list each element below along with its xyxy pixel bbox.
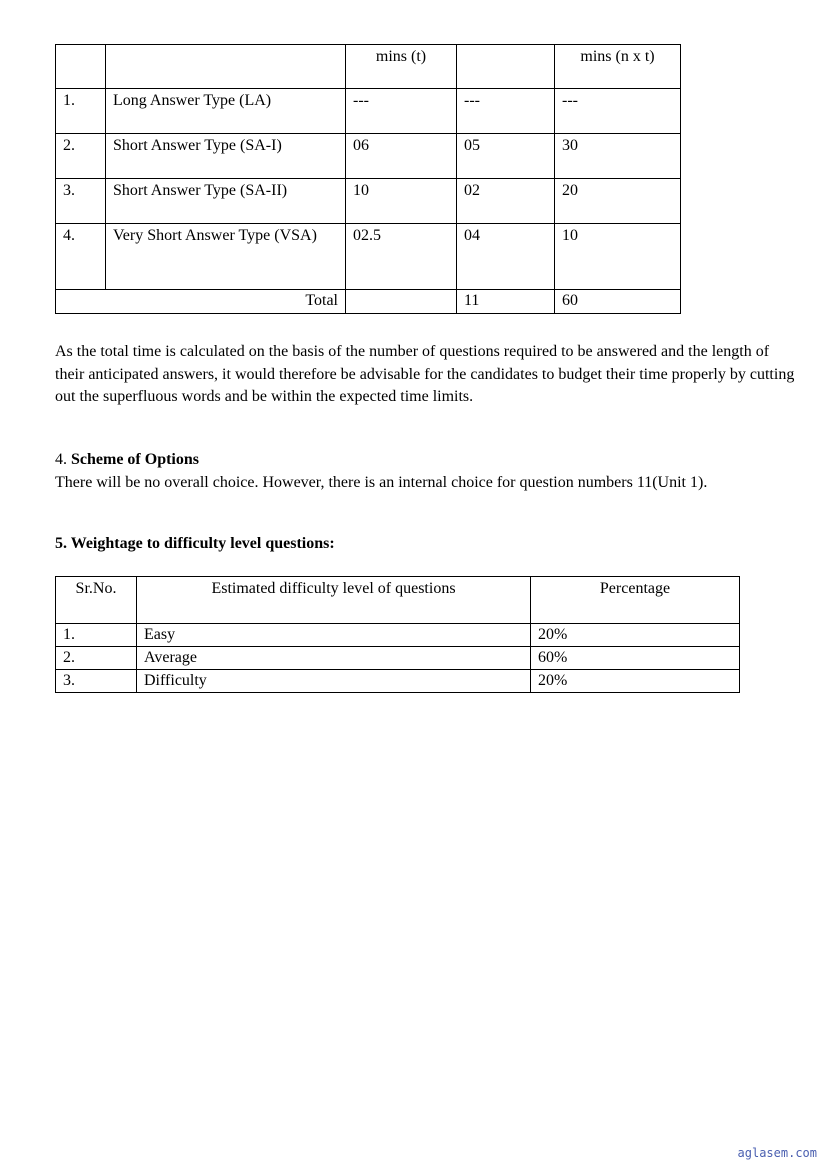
site-watermark: aglasem.com: [737, 1146, 817, 1160]
level-cell: Difficulty: [137, 670, 531, 693]
header-cell: Sr.No.: [56, 577, 137, 624]
table-row: [56, 134, 681, 179]
sno-cell: 4.: [56, 224, 106, 290]
total-marks-cell: 60: [555, 290, 681, 314]
section-text: There will be no overall choice. However, there is an internal choice for question numbers 11(Unit 1).: [55, 473, 708, 491]
section-number: 4.: [55, 451, 67, 468]
type-cell: Short Answer Type (SA-II): [106, 179, 346, 224]
num-cell: 02: [457, 179, 555, 224]
total-cell: ---: [555, 89, 681, 134]
table-header-row: [56, 45, 681, 89]
sno-cell: 2.: [56, 134, 106, 179]
mins-cell: 10: [346, 179, 457, 224]
marks-distribution-table: [55, 44, 681, 314]
num-cell: 04: [457, 224, 555, 290]
header-cell: [106, 45, 346, 89]
total-cell: 20: [555, 179, 681, 224]
sno-cell: 1.: [56, 624, 137, 647]
type-cell: Long Answer Type (LA): [106, 89, 346, 134]
weightage-heading: 5. Weightage to difficulty level questions:: [55, 535, 335, 552]
table-row: [56, 89, 681, 134]
num-cell: ---: [457, 89, 555, 134]
mins-cell: ---: [346, 89, 457, 134]
header-cell: mins (n x t): [555, 45, 681, 89]
type-cell: Very Short Answer Type (VSA): [106, 224, 346, 290]
level-cell: Average: [137, 647, 531, 670]
type-cell: Short Answer Type (SA-I): [106, 134, 346, 179]
num-cell: 05: [457, 134, 555, 179]
percentage-cell: 20%: [531, 624, 740, 647]
header-cell: [56, 45, 106, 89]
table-row: [56, 624, 740, 647]
table-row: [56, 670, 740, 693]
total-label: Total: [56, 290, 346, 314]
total-cell: 10: [555, 224, 681, 290]
total-num-cell: 11: [457, 290, 555, 314]
total-cell: 30: [555, 134, 681, 179]
table-row: [56, 647, 740, 670]
time-budget-paragraph: As the total time is calculated on the basis of the number of questions required to be answered and the length of their anticipated answers, it would therefore be advisable for the candidates to budget their time properly by cutting out the superfluous words and be within the expected time limits.: [55, 343, 795, 405]
table-row: [56, 179, 681, 224]
header-cell: mins (t): [346, 45, 457, 89]
table-row: [56, 224, 681, 290]
sno-cell: 3.: [56, 179, 106, 224]
header-cell: Estimated difficulty level of questions: [137, 577, 531, 624]
header-cell: [457, 45, 555, 89]
percentage-cell: 60%: [531, 647, 740, 670]
level-cell: Easy: [137, 624, 531, 647]
sno-cell: 3.: [56, 670, 137, 693]
sno-cell: 1.: [56, 89, 106, 134]
scheme-of-options-section: [55, 449, 795, 494]
table-header-row: [56, 577, 740, 624]
percentage-cell: 20%: [531, 670, 740, 693]
mins-cell: 06: [346, 134, 457, 179]
section-heading: [55, 449, 795, 472]
header-cell: Percentage: [531, 577, 740, 624]
total-row: [56, 290, 681, 314]
difficulty-table: [55, 576, 740, 693]
sno-cell: 2.: [56, 647, 137, 670]
total-mins-cell: [346, 290, 457, 314]
section-title: Scheme of Options: [71, 451, 199, 468]
mins-cell: 02.5: [346, 224, 457, 290]
